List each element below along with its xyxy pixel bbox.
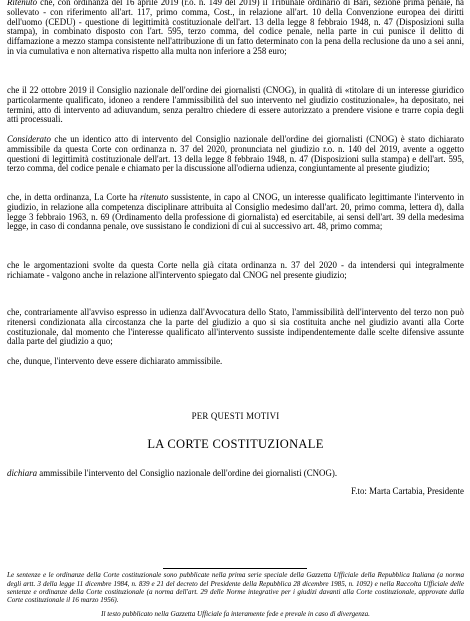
footer-note-divergence: Il testo pubblicato nella Gazzetta Ufficiale fa interamente fede e prevale in caso di divergenza. [101,610,370,619]
signature-line: F.to: Marta Cartabia, Presidente [351,486,464,496]
paragraph-lead: Ritenuto [7,0,38,7]
paragraph-text-after: sussistente, in capo al CNOG, un interesse qualificato legittimante l'intervento in giudizio, in relazione alla competenza disciplinare attribuita al Consiglio medesimo dall'art. 20, primo comma, lettera d), dalla legge 3 febbraio 1963, n. 69 (Ordinamento della professione di giornalista) ed esercitabile, ai sensi dell'art. 39 della medesima legge, in caso di condanna penale, ove sussistano le condizioni di cui al successivo art. 48, primo comma; [7,192,464,232]
paragraph-text: che, con ordinanza del 16 aprile 2019 (r.o. n. 149 del 2019) il Tribunale ordinario di Bari, sezione prima penale, ha sollevato - con riferimento all'art. 117, primo comma, Cost., in relazione all'art. 10 della Convenzione europea dei diritti dell'uomo (CEDU) - questione di legittimità costituzionale dell'art. 13 della legge 8 febbraio 1948, n. 47 (Disposizioni sulla stampa), in combinato disposto con l'art. 595, terzo comma, del codice penale, nella parte in cui punisce il delitto di diffamazione a mezzo stampa consistente nell'attribuzione di un fatto determinato con la pena della reclusione da uno a sei anni, in via cumulativa e non alternativa rispetto alla multa non inferiore a 258 euro; [7,0,464,56]
paragraph-ritenuto [7,0,464,57]
paragraph-intervento-cnog: che il 22 ottobre 2019 il Consiglio nazionale dell'ordine dei giornalisti (CNOG), in qualità di «titolare di un interesse giuridico particolarmente qualificato, idoneo a rendere l'ammissibilità del suo intervento nel giudizio costituzionale», ha depositato, nei termini, atto di intervento ad adiuvandum, senza peraltro chiedere di essere autorizzato a prendere visione e trarre copia degli atti processuali. [7,85,464,125]
paragraph-text-before: che, in detta ordinanza, La Corte ha [7,192,141,202]
paragraph-text: che un identico atto di intervento del Consiglio nazionale dell'ordine dei giornalisti (CNOG) è stato dichiarato ammissibile da questa Corte con ordinanza n. 37 del 2020, pronunciata nel giudizio r.o. n. 140 del 2019, avente a oggetto questioni di legittimità costituzionale dell'art. 13 della legge 8 febbraio 1948, n. 47 (Disposizioni sulla stampa) e dell'art. 595, terzo comma, del codice penale e chiamato per la discussione all'odierna udienza, congiuntamente al presente giudizio; [7,134,464,174]
heading-per-questi-motivi: PER QUESTI MOTIVI [191,411,280,421]
paragraph-lead: Considerato [7,134,51,144]
paragraph-considerato [7,135,464,174]
paragraph-italic-word: ritenuto [140,192,169,202]
paragraph-argomentazioni: che le argomentazioni svolte da questa Corte nella già citata ordinanza n. 37 del 2020 - da intendersi qui integralmente richiamate - valgono anche in relazione all'intervento spiegato dal CNOG nel presente giudizio; [7,260,464,280]
heading-corte-costituzionale: LA CORTE COSTITUZIONALE [147,437,324,451]
footer-note-publication: Le sentenze e le ordinanze della Corte costituzionale sono pubblicate nella prima serie speciale della Gazzetta Ufficiale della Repubblica Italiana (a norma degli artt. 3 della legge 11 dicembre 1984, n. 839 e 21 del decreto del Presidente della Repubblica 28 dicembre 1985, n. 1092) e nella Raccolta Ufficiale delle sentenze e ordinanze della Corte costituzionale (a norma dell'art. 29 delle Norme integrative per i giudizi davanti alla Corte costituzionale, approvate dalla Corte costituzionale il 16 marzo 1956). [7,571,464,605]
paragraph-conclusione: che, dunque, l'intervento deve essere dichiarato ammissibile. [7,356,223,366]
paragraph-ordinanza [7,193,464,232]
decision-paragraph [7,469,464,479]
paragraph-contrariamente: che, contrariamente all'avviso espresso in udienza dall'Avvocatura dello Stato, l'ammissibilità dell'intervento del terzo non può ritenersi condizionata alla circostanza che la parte del giudizio a quo si sia costituita anche nel giudizio avanti alla Corte costituzionale, dal momento che l'interesse qualificato all'intervento sussiste indipendentemente dalle scelte difensive assunte dalla parte del giudizio a quo; [7,307,464,347]
footer-divider [163,568,307,569]
decision-text: ammissibile l'intervento del Consiglio nazionale dell'ordine dei giornalisti (CNOG). [37,468,338,478]
decision-lead: dichiara [7,468,38,478]
